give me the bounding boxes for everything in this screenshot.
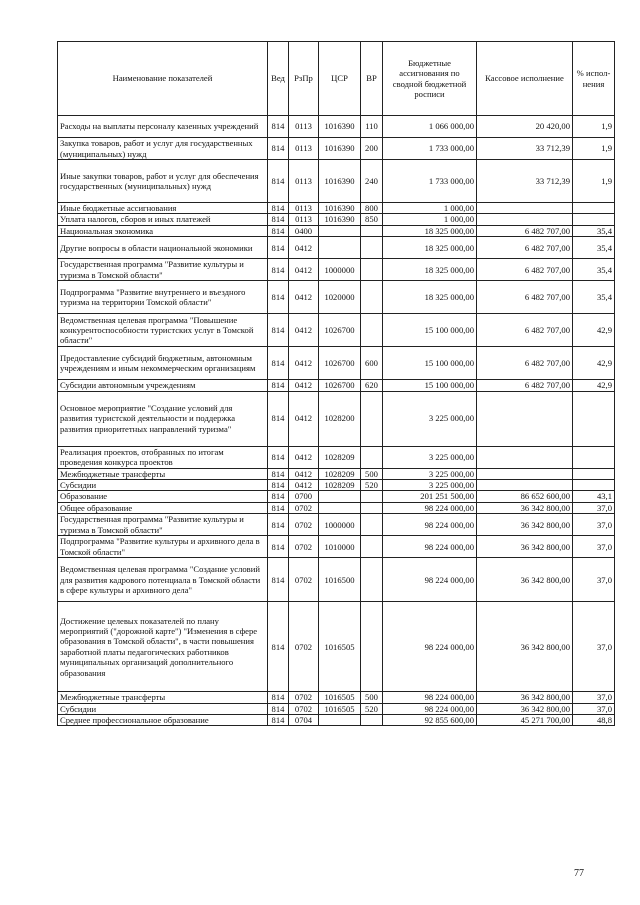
cell-vr bbox=[361, 514, 383, 536]
cell-csr: 1016390 bbox=[319, 116, 361, 138]
table-row bbox=[58, 225, 615, 236]
cell-name: Межбюджетные трансферты bbox=[58, 468, 268, 479]
cell-budget: 98 224 000,00 bbox=[383, 703, 477, 714]
table-row bbox=[58, 160, 615, 203]
cell-ved: 814 bbox=[268, 514, 289, 536]
table-row bbox=[58, 558, 615, 602]
cell-csr: 1010000 bbox=[319, 536, 361, 558]
header-rzpr: РзПр bbox=[289, 42, 319, 116]
cell-rzpr: 0412 bbox=[289, 480, 319, 491]
table-header-row bbox=[58, 42, 615, 116]
cell-budget: 18 325 000,00 bbox=[383, 281, 477, 314]
cell-vr bbox=[361, 536, 383, 558]
table-row bbox=[58, 391, 615, 446]
cell-budget: 18 325 000,00 bbox=[383, 237, 477, 259]
cell-name: Иные бюджетные ассигнования bbox=[58, 203, 268, 214]
cell-budget: 98 224 000,00 bbox=[383, 502, 477, 513]
table-row bbox=[58, 480, 615, 491]
cell-rzpr: 0113 bbox=[289, 203, 319, 214]
cell-rzpr: 0412 bbox=[289, 446, 319, 468]
cell-rzpr: 0113 bbox=[289, 214, 319, 225]
cell-kassa: 6 482 707,00 bbox=[477, 314, 573, 347]
cell-budget: 98 224 000,00 bbox=[383, 536, 477, 558]
table-body bbox=[58, 116, 615, 726]
cell-pct: 37,0 bbox=[573, 703, 615, 714]
cell-vr bbox=[361, 558, 383, 602]
cell-name: Субсидии bbox=[58, 480, 268, 491]
cell-vr bbox=[361, 502, 383, 513]
cell-pct: 37,0 bbox=[573, 514, 615, 536]
cell-budget: 1 733 000,00 bbox=[383, 138, 477, 160]
table-row bbox=[58, 116, 615, 138]
cell-budget: 92 855 600,00 bbox=[383, 715, 477, 726]
cell-kassa: 20 420,00 bbox=[477, 116, 573, 138]
cell-csr bbox=[319, 502, 361, 513]
cell-budget: 15 100 000,00 bbox=[383, 314, 477, 347]
cell-name: Уплата налогов, сборов и иных платежей bbox=[58, 214, 268, 225]
cell-vr bbox=[361, 281, 383, 314]
cell-name: Общее образование bbox=[58, 502, 268, 513]
cell-budget: 1 733 000,00 bbox=[383, 160, 477, 203]
cell-vr: 500 bbox=[361, 692, 383, 703]
cell-csr bbox=[319, 715, 361, 726]
cell-ved: 814 bbox=[268, 715, 289, 726]
table-row bbox=[58, 138, 615, 160]
cell-rzpr: 0702 bbox=[289, 558, 319, 602]
cell-rzpr: 0412 bbox=[289, 281, 319, 314]
cell-csr bbox=[319, 237, 361, 259]
cell-csr: 1020000 bbox=[319, 281, 361, 314]
cell-kassa bbox=[477, 214, 573, 225]
table-row bbox=[58, 536, 615, 558]
cell-budget: 18 325 000,00 bbox=[383, 259, 477, 281]
table-row bbox=[58, 692, 615, 703]
cell-csr: 1000000 bbox=[319, 259, 361, 281]
cell-name: Субсидии автономным учреждениям bbox=[58, 380, 268, 391]
cell-pct: 37,0 bbox=[573, 692, 615, 703]
cell-csr: 1016505 bbox=[319, 703, 361, 714]
cell-name: Государственная программа "Развитие культуры и туризма в Томской области" bbox=[58, 259, 268, 281]
cell-ved: 814 bbox=[268, 237, 289, 259]
cell-kassa: 36 342 800,00 bbox=[477, 536, 573, 558]
cell-kassa bbox=[477, 480, 573, 491]
cell-vr: 600 bbox=[361, 347, 383, 380]
cell-ved: 814 bbox=[268, 703, 289, 714]
cell-rzpr: 0702 bbox=[289, 692, 319, 703]
cell-budget: 1 066 000,00 bbox=[383, 116, 477, 138]
cell-name: Закупка товаров, работ и услуг для государственных (муниципальных) нужд bbox=[58, 138, 268, 160]
cell-budget: 3 225 000,00 bbox=[383, 391, 477, 446]
table-row bbox=[58, 259, 615, 281]
cell-ved: 814 bbox=[268, 602, 289, 692]
table-row bbox=[58, 237, 615, 259]
cell-budget: 3 225 000,00 bbox=[383, 468, 477, 479]
cell-budget: 201 251 500,00 bbox=[383, 491, 477, 502]
cell-name: Субсидии bbox=[58, 703, 268, 714]
cell-pct: 35,4 bbox=[573, 281, 615, 314]
cell-rzpr: 0702 bbox=[289, 514, 319, 536]
cell-csr: 1016505 bbox=[319, 602, 361, 692]
cell-name: Ведомственная целевая программа "Создание условий для развития кадрового потенциала в Томской области в сфере культуры и архивного дела" bbox=[58, 558, 268, 602]
cell-pct: 37,0 bbox=[573, 558, 615, 602]
cell-kassa: 6 482 707,00 bbox=[477, 225, 573, 236]
cell-pct: 43,1 bbox=[573, 491, 615, 502]
header-kassa: Кассовое исполнение bbox=[477, 42, 573, 116]
cell-ved: 814 bbox=[268, 692, 289, 703]
table-row bbox=[58, 214, 615, 225]
cell-vr: 800 bbox=[361, 203, 383, 214]
cell-budget: 1 000,00 bbox=[383, 203, 477, 214]
cell-ved: 814 bbox=[268, 259, 289, 281]
cell-vr: 850 bbox=[361, 214, 383, 225]
cell-vr bbox=[361, 602, 383, 692]
cell-budget: 98 224 000,00 bbox=[383, 692, 477, 703]
cell-ved: 814 bbox=[268, 116, 289, 138]
cell-name: Другие вопросы в области национальной экономики bbox=[58, 237, 268, 259]
cell-rzpr: 0113 bbox=[289, 116, 319, 138]
cell-rzpr: 0400 bbox=[289, 225, 319, 236]
cell-ved: 814 bbox=[268, 160, 289, 203]
cell-name: Среднее профессиональное образование bbox=[58, 715, 268, 726]
cell-ved: 814 bbox=[268, 480, 289, 491]
cell-ved: 814 bbox=[268, 446, 289, 468]
cell-pct: 42,9 bbox=[573, 347, 615, 380]
table-row bbox=[58, 514, 615, 536]
cell-csr: 1016390 bbox=[319, 214, 361, 225]
cell-rzpr: 0412 bbox=[289, 259, 319, 281]
cell-ved: 814 bbox=[268, 225, 289, 236]
cell-budget: 15 100 000,00 bbox=[383, 347, 477, 380]
cell-vr: 240 bbox=[361, 160, 383, 203]
cell-kassa: 36 342 800,00 bbox=[477, 502, 573, 513]
cell-pct bbox=[573, 203, 615, 214]
cell-ved: 814 bbox=[268, 491, 289, 502]
page-number: 77 bbox=[574, 868, 584, 879]
cell-kassa: 45 271 700,00 bbox=[477, 715, 573, 726]
cell-rzpr: 0412 bbox=[289, 380, 319, 391]
header-pct: % испол-нения bbox=[573, 42, 615, 116]
cell-pct bbox=[573, 446, 615, 468]
cell-vr bbox=[361, 259, 383, 281]
cell-csr: 1028209 bbox=[319, 446, 361, 468]
cell-pct: 1,9 bbox=[573, 160, 615, 203]
cell-pct: 37,0 bbox=[573, 502, 615, 513]
cell-csr bbox=[319, 225, 361, 236]
budget-execution-table bbox=[57, 41, 615, 726]
cell-pct: 35,4 bbox=[573, 259, 615, 281]
cell-vr bbox=[361, 446, 383, 468]
table-row bbox=[58, 281, 615, 314]
cell-vr: 520 bbox=[361, 480, 383, 491]
cell-pct bbox=[573, 480, 615, 491]
cell-kassa: 6 482 707,00 bbox=[477, 237, 573, 259]
cell-rzpr: 0412 bbox=[289, 237, 319, 259]
table-row bbox=[58, 203, 615, 214]
header-ved: Вед bbox=[268, 42, 289, 116]
cell-pct: 1,9 bbox=[573, 138, 615, 160]
cell-budget: 3 225 000,00 bbox=[383, 480, 477, 491]
cell-kassa: 36 342 800,00 bbox=[477, 514, 573, 536]
cell-kassa bbox=[477, 203, 573, 214]
cell-name: Основное мероприятие "Создание условий для развития туристской деятельности и поддержка развития приоритетных направлений туризма" bbox=[58, 391, 268, 446]
cell-pct: 35,4 bbox=[573, 237, 615, 259]
table-row bbox=[58, 347, 615, 380]
cell-vr: 500 bbox=[361, 468, 383, 479]
cell-pct: 37,0 bbox=[573, 536, 615, 558]
table-row bbox=[58, 602, 615, 692]
cell-csr: 1028200 bbox=[319, 391, 361, 446]
cell-name: Подпрограмма "Развитие культуры и архивного дела в Томской области" bbox=[58, 536, 268, 558]
header-csr: ЦСР bbox=[319, 42, 361, 116]
cell-csr: 1026700 bbox=[319, 347, 361, 380]
cell-budget: 98 224 000,00 bbox=[383, 602, 477, 692]
table-row bbox=[58, 314, 615, 347]
cell-kassa bbox=[477, 446, 573, 468]
cell-ved: 814 bbox=[268, 281, 289, 314]
cell-ved: 814 bbox=[268, 138, 289, 160]
cell-name: Предоставление субсидий бюджетным, автономным учреждениям и иным некоммерческим организациям bbox=[58, 347, 268, 380]
table-row bbox=[58, 491, 615, 502]
cell-rzpr: 0412 bbox=[289, 347, 319, 380]
cell-kassa bbox=[477, 468, 573, 479]
header-budget: Бюджетные ассигнования по сводной бюджетной росписи bbox=[383, 42, 477, 116]
cell-ved: 814 bbox=[268, 558, 289, 602]
cell-csr: 1028209 bbox=[319, 468, 361, 479]
cell-csr: 1016390 bbox=[319, 160, 361, 203]
cell-ved: 814 bbox=[268, 314, 289, 347]
cell-rzpr: 0113 bbox=[289, 138, 319, 160]
cell-budget: 15 100 000,00 bbox=[383, 380, 477, 391]
cell-rzpr: 0702 bbox=[289, 536, 319, 558]
cell-csr: 1000000 bbox=[319, 514, 361, 536]
cell-pct: 1,9 bbox=[573, 116, 615, 138]
cell-kassa: 6 482 707,00 bbox=[477, 259, 573, 281]
cell-ved: 814 bbox=[268, 468, 289, 479]
cell-budget: 1 000,00 bbox=[383, 214, 477, 225]
cell-ved: 814 bbox=[268, 380, 289, 391]
cell-rzpr: 0700 bbox=[289, 491, 319, 502]
cell-pct bbox=[573, 468, 615, 479]
cell-kassa: 6 482 707,00 bbox=[477, 347, 573, 380]
cell-budget: 98 224 000,00 bbox=[383, 514, 477, 536]
cell-ved: 814 bbox=[268, 203, 289, 214]
cell-vr bbox=[361, 391, 383, 446]
cell-kassa: 33 712,39 bbox=[477, 160, 573, 203]
cell-name: Ведомственная целевая программа "Повышение конкурентоспособности туристских услуг в Томской области" bbox=[58, 314, 268, 347]
cell-csr bbox=[319, 491, 361, 502]
table-row bbox=[58, 468, 615, 479]
cell-vr bbox=[361, 314, 383, 347]
cell-kassa: 36 342 800,00 bbox=[477, 692, 573, 703]
header-vr: ВР bbox=[361, 42, 383, 116]
cell-budget: 3 225 000,00 bbox=[383, 446, 477, 468]
cell-csr: 1028209 bbox=[319, 480, 361, 491]
cell-csr: 1026700 bbox=[319, 314, 361, 347]
cell-rzpr: 0412 bbox=[289, 391, 319, 446]
cell-rzpr: 0412 bbox=[289, 314, 319, 347]
cell-budget: 98 224 000,00 bbox=[383, 558, 477, 602]
cell-ved: 814 bbox=[268, 536, 289, 558]
cell-pct bbox=[573, 391, 615, 446]
cell-vr bbox=[361, 237, 383, 259]
cell-vr bbox=[361, 491, 383, 502]
table-row bbox=[58, 715, 615, 726]
cell-kassa bbox=[477, 391, 573, 446]
cell-kassa: 36 342 800,00 bbox=[477, 558, 573, 602]
cell-name: Достижение целевых показателей по плану мероприятий ("дорожной карте") "Изменения в сфере образования в Томской области", в части повышения заработной платы педагогических работников муниципальных организаций дополнительного образования bbox=[58, 602, 268, 692]
cell-vr bbox=[361, 225, 383, 236]
cell-budget: 18 325 000,00 bbox=[383, 225, 477, 236]
cell-name: Межбюджетные трансферты bbox=[58, 692, 268, 703]
cell-ved: 814 bbox=[268, 502, 289, 513]
cell-csr: 1016390 bbox=[319, 203, 361, 214]
cell-rzpr: 0702 bbox=[289, 502, 319, 513]
cell-kassa: 6 482 707,00 bbox=[477, 380, 573, 391]
cell-name: Национальная экономика bbox=[58, 225, 268, 236]
cell-rzpr: 0702 bbox=[289, 602, 319, 692]
cell-rzpr: 0704 bbox=[289, 715, 319, 726]
cell-ved: 814 bbox=[268, 347, 289, 380]
cell-ved: 814 bbox=[268, 214, 289, 225]
cell-name: Иные закупки товаров, работ и услуг для обеспечения государственных (муниципальных) нужд bbox=[58, 160, 268, 203]
table-row bbox=[58, 502, 615, 513]
table-row bbox=[58, 703, 615, 714]
cell-kassa: 33 712,39 bbox=[477, 138, 573, 160]
cell-name: Образование bbox=[58, 491, 268, 502]
cell-kassa: 36 342 800,00 bbox=[477, 703, 573, 714]
cell-csr: 1016505 bbox=[319, 692, 361, 703]
cell-pct: 42,9 bbox=[573, 314, 615, 347]
cell-vr: 520 bbox=[361, 703, 383, 714]
cell-csr: 1026700 bbox=[319, 380, 361, 391]
cell-rzpr: 0113 bbox=[289, 160, 319, 203]
cell-pct: 48,8 bbox=[573, 715, 615, 726]
cell-csr: 1016390 bbox=[319, 138, 361, 160]
cell-vr bbox=[361, 715, 383, 726]
cell-pct: 42,9 bbox=[573, 380, 615, 391]
cell-kassa: 6 482 707,00 bbox=[477, 281, 573, 314]
table-row bbox=[58, 446, 615, 468]
cell-kassa: 36 342 800,00 bbox=[477, 602, 573, 692]
table-row bbox=[58, 380, 615, 391]
cell-vr: 200 bbox=[361, 138, 383, 160]
cell-name: Подпрограмма "Развитие внутреннего и въездного туризма на территории Томской области" bbox=[58, 281, 268, 314]
cell-pct: 37,0 bbox=[573, 602, 615, 692]
cell-kassa: 86 652 600,00 bbox=[477, 491, 573, 502]
cell-ved: 814 bbox=[268, 391, 289, 446]
cell-pct bbox=[573, 214, 615, 225]
header-name: Наименование показателей bbox=[58, 42, 268, 116]
cell-rzpr: 0412 bbox=[289, 468, 319, 479]
cell-vr: 620 bbox=[361, 380, 383, 391]
cell-pct: 35,4 bbox=[573, 225, 615, 236]
cell-name: Реализация проектов, отобранных по итогам проведения конкурса проектов bbox=[58, 446, 268, 468]
cell-rzpr: 0702 bbox=[289, 703, 319, 714]
cell-name: Расходы на выплаты персоналу казенных учреждений bbox=[58, 116, 268, 138]
cell-csr: 1016500 bbox=[319, 558, 361, 602]
cell-name: Государственная программа "Развитие культуры и туризма в Томской области" bbox=[58, 514, 268, 536]
cell-vr: 110 bbox=[361, 116, 383, 138]
